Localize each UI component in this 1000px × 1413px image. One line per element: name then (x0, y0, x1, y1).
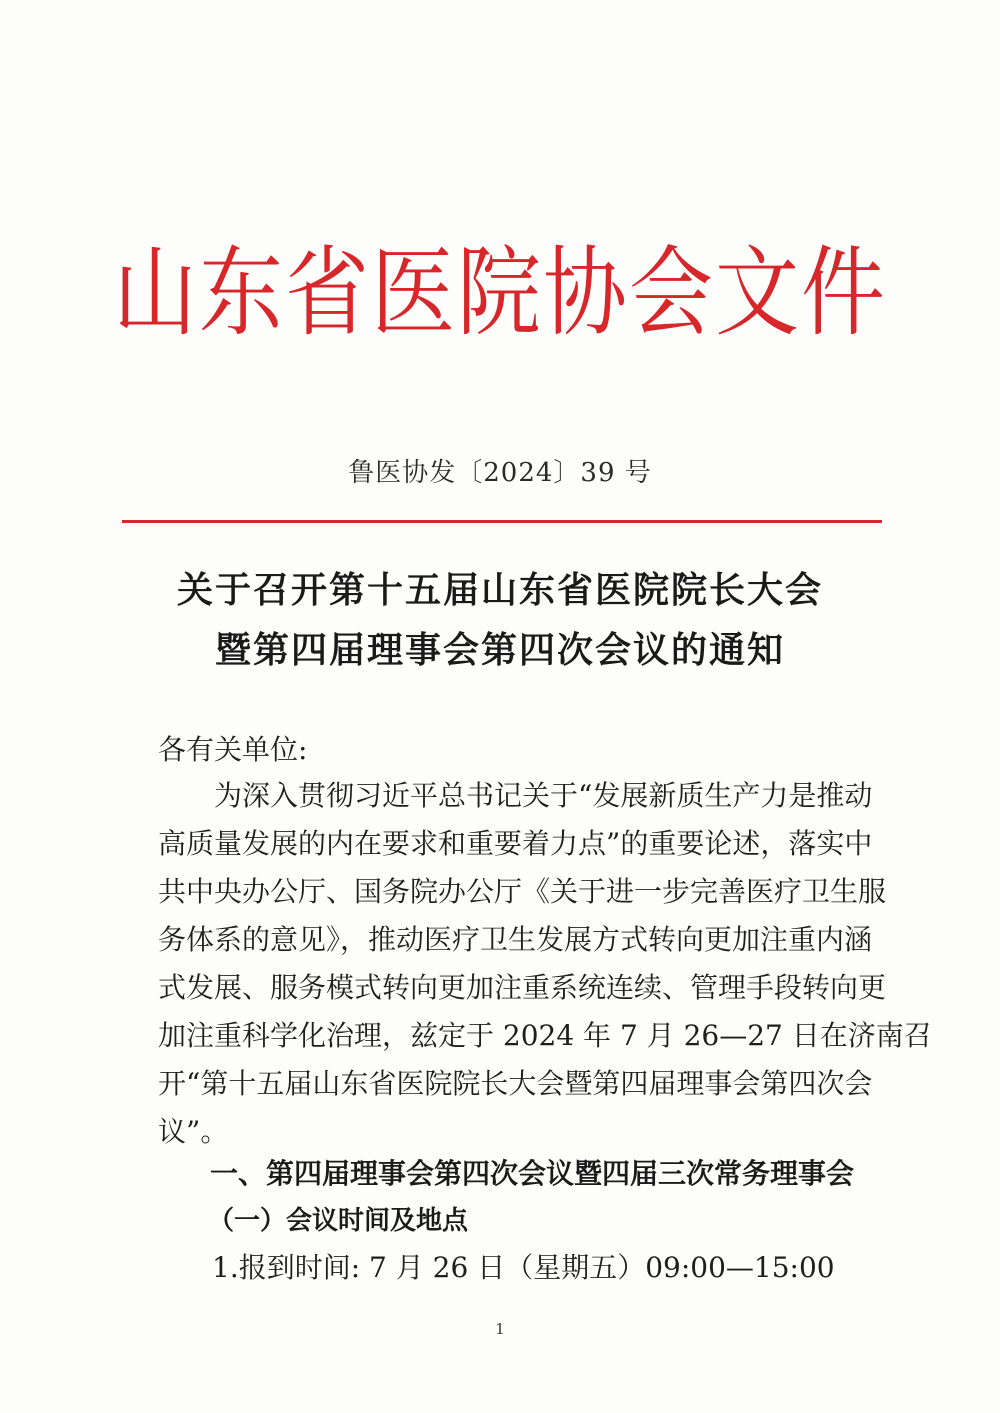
paragraph-line: 务体系的意见》，推动医疗卫生发展方式转向更加注重内涵 (158, 923, 873, 956)
salutation: 各有关单位: (158, 733, 308, 766)
paragraph-line: 开“第十五届山东省医院院长大会暨第四届理事会第四次会 (158, 1067, 873, 1100)
notice-title-line-1: 关于召开第十五届山东省医院院长大会 (176, 570, 823, 611)
page-number: 1 (495, 1320, 505, 1338)
paragraph-line: 高质量发展的内在要求和重要着力点”的重要论述，落实中 (158, 827, 873, 860)
document-header-title: 山东省医院协会文件 (112, 236, 887, 350)
document-number: 鲁医协发〔2024〕39 号 (348, 458, 652, 488)
paragraph-line: 共中央办公厅、国务院办公厅《关于进一步完善医疗卫生服 (158, 875, 887, 908)
paragraph-line: 为深入贯彻习近平总书记关于“发展新质生产力是推动 (158, 779, 873, 812)
paragraph-line: 式发展、服务模式转向更加注重系统连续、管理手段转向更 (158, 971, 887, 1004)
notice-title-line-2: 暨第四届理事会第四次会议的通知 (214, 630, 785, 671)
item-registration-time: 1.报到时间: 7 月 26 日（星期五）09:00—15:00 (212, 1251, 835, 1284)
red-divider-line (122, 520, 882, 523)
paragraph-line: 加注重科学化治理，兹定于 2024 年 7 月 26—27 日在济南召 (158, 1019, 932, 1052)
paragraph-line: 议”。 (158, 1115, 229, 1148)
subsection-heading-1: （一）会议时间及地点 (208, 1206, 469, 1236)
section-heading-1: 一、第四届理事会第四次会议暨四届三次常务理事会 (210, 1157, 855, 1190)
